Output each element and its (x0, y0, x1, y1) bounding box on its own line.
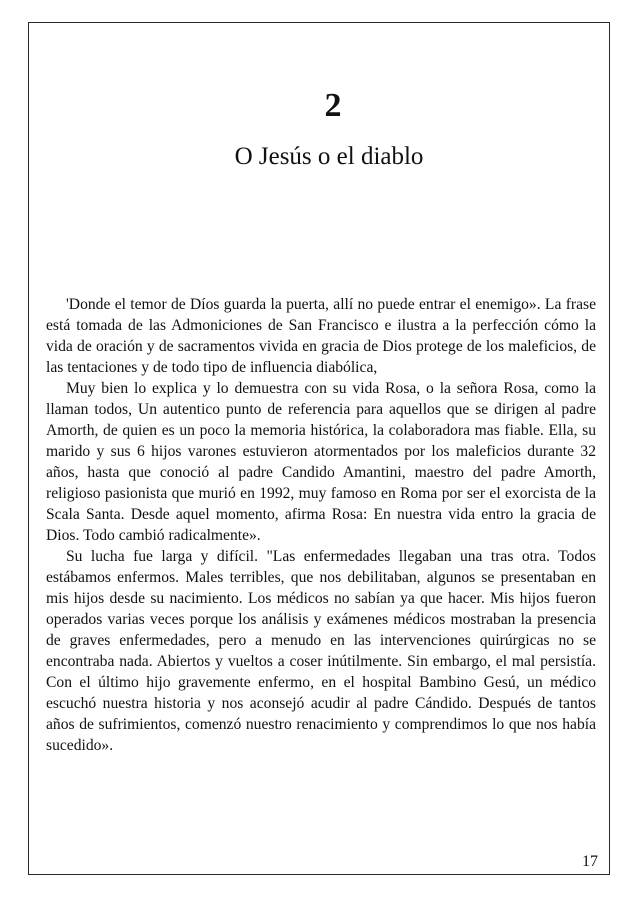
paragraph-3: Su lucha fue larga y difícil. "Las enfermedades llegaban una tras otra. Todos estábamos enfermos. Males terribles, que nos debilitaban, algunos se presentaban en mis hijos desde su nacimiento. Los médicos no sabían ya que hacer. Mis hijos fueron operados varias veces porque los análisis y exámenes médicos mostraban la presencia de graves enfermedades, pero a menudo en las intervenciones quirúrgicas no se encontraba nada. Abiertos y vueltos a coser inútilmente. Sin embargo, el mal persistía. Con el último hijo gravemente enfermo, en el hospital Bambino Gesú, un médico escuchó nuestra historia y nos aconsejó acudir al padre Cándido. Después de tantos años de sufrimientos, comenzó nuestro renacimiento y comprendimos lo que nos había sucedido». (46, 548, 596, 754)
paragraph-2: Muy bien lo explica y lo demuestra con su vida Rosa, o la señora Rosa, como la llaman todos, Un autentico punto de referencia para aquellos que se dirigen al padre Amorth, de quien es un poco la memoria histórica, la colaboradora mas fiable. Ella, su marido y sus 6 hijos varones estuvieron atormentados por los maleficios durante 32 años, hasta que conoció al padre Candido Amantini, maestro del padre Amorth, religioso pasionista que murió en 1992, muy famoso en Roma por ser el exorcista de la Scala Santa. Desde aquel momento, afirma Rosa: En nuestra vida entro la gracia de Dios. Todo cambió radicalmente». (46, 380, 596, 544)
paragraph-1: 'Donde el temor de Díos guarda la puerta, allí no puede entrar el enemigo». La frase está tomada de las Admoniciones de San Francisco e ilustra a la perfección cómo la vida de oración y de sacramentos vivida en gracia de Dios protege de los maleficios, de las tentaciones y de todo tipo de influencia diabólica, (46, 296, 596, 376)
page-number: 17 (582, 853, 598, 870)
body-text (46, 294, 596, 756)
chapter-title: O Jesús o el diablo (234, 143, 424, 170)
chapter-number: 2 (324, 87, 342, 124)
